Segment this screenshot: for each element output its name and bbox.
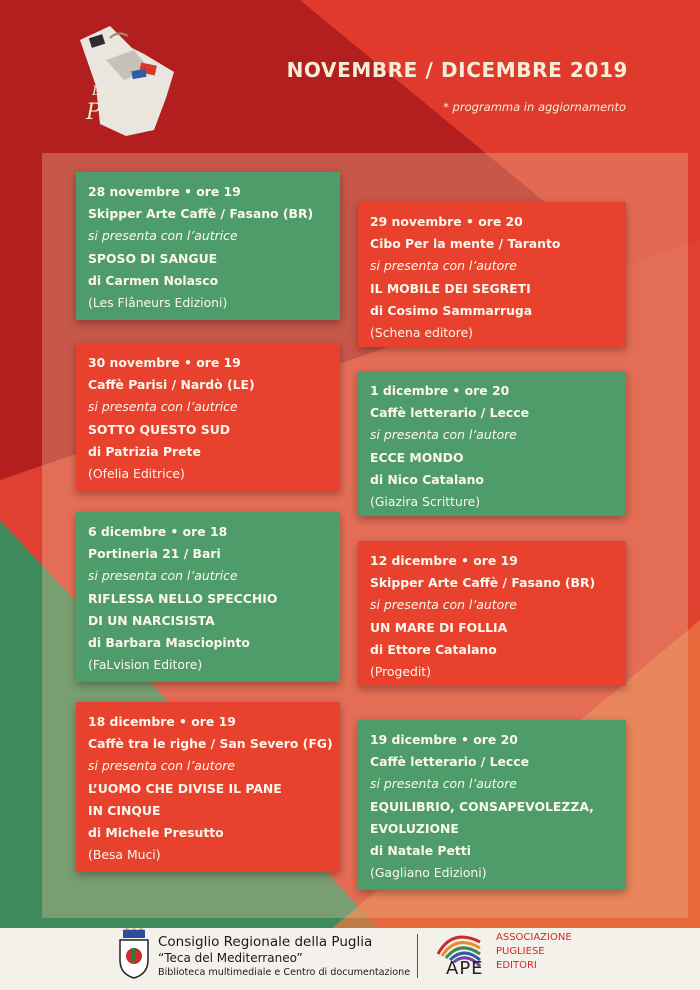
book-title: ECCE MONDO (370, 449, 464, 465)
event-author: di Nico Catalano (370, 471, 484, 487)
event-venue: Caffè letterario / Lecce (370, 754, 529, 770)
book-title: SPOSO DI SANGUE (88, 250, 218, 266)
book-title: UN MARE DI FOLLIA (370, 619, 508, 635)
event-author: di Carmen Nolasco (88, 272, 219, 288)
logo-text-libri: Libri di (92, 84, 141, 99)
event-date: 1 dicembre • ore 20 (370, 383, 510, 398)
event-date: 28 novembre • ore 19 (88, 184, 241, 199)
page-title: NOVEMBRE / DICEMBRE 2019 (286, 58, 628, 82)
event-role: si presenta con l’autore (370, 776, 517, 792)
book-title: DI UN NARCISISTA (88, 612, 215, 628)
event-author: di Michele Presutto (88, 825, 224, 841)
event-publisher: (Les Flâneurs Edizioni) (88, 295, 228, 311)
ape-name-line2: PUGLIESE (496, 946, 545, 957)
org-name: Consiglio Regionale della Puglia (158, 934, 373, 950)
event-author: di Ettore Catalano (370, 641, 497, 657)
event-role: si presenta con l’autrice (88, 228, 238, 244)
logo-text-puglia: Puglia (86, 100, 157, 125)
event-card (76, 172, 340, 320)
page-subtitle: * programma in aggiornamento (443, 100, 626, 114)
book-title: IN CINQUE (88, 802, 161, 818)
event-role: si presenta con l’autore (370, 427, 517, 443)
footer-divider (417, 934, 418, 978)
event-date: 19 dicembre • ore 20 (370, 732, 518, 747)
event-publisher: (Progedit) (370, 664, 431, 680)
event-card (358, 720, 626, 890)
event-date: 12 dicembre • ore 19 (370, 553, 518, 568)
event-role: si presenta con l’autore (370, 597, 517, 613)
ape-abbreviation: APE (446, 958, 484, 979)
event-publisher: (Ofelia Editrice) (88, 466, 185, 482)
event-author: di Cosimo Sammarruga (370, 302, 533, 318)
event-publisher: (Besa Muci) (88, 847, 161, 863)
event-role: si presenta con l’autore (88, 758, 235, 774)
event-publisher: (FaLvision Editore) (88, 657, 203, 673)
event-card (358, 202, 626, 347)
event-date: 6 dicembre • ore 18 (88, 524, 228, 539)
ape-name-line3: EDITORI (496, 960, 537, 971)
event-date: 30 novembre • ore 19 (88, 355, 241, 370)
event-publisher: (Gagliano Edizioni) (370, 865, 487, 881)
event-venue: Portineria 21 / Bari (88, 546, 221, 562)
event-publisher: (Schena editore) (370, 325, 474, 341)
event-role: si presenta con l’autrice (88, 568, 238, 584)
event-card (76, 512, 340, 682)
event-venue: Caffè letterario / Lecce (370, 405, 529, 421)
event-role: si presenta con l’autore (370, 258, 517, 274)
org-description: Biblioteca multimediale e Centro di documentazione (158, 967, 411, 978)
event-publisher: (Giazira Scritture) (370, 494, 481, 510)
regional-crest-icon (117, 928, 151, 980)
event-card (358, 541, 626, 686)
event-role: si presenta con l’autrice (88, 399, 238, 415)
book-title: L’UOMO CHE DIVISE IL PANE (88, 780, 282, 796)
book-title: EQUILIBRIO, CONSAPEVOLEZZA, (370, 798, 594, 814)
event-venue: Skipper Arte Caffè / Fasano (BR) (88, 206, 314, 222)
event-venue: Caffè Parisi / Nardò (LE) (88, 377, 255, 393)
event-date: 18 dicembre • ore 19 (88, 714, 236, 729)
event-venue: Cibo Per la mente / Taranto (370, 236, 561, 252)
book-title: IL MOBILE DEI SEGRETI (370, 280, 531, 296)
book-title: SOTTO QUESTO SUD (88, 421, 231, 437)
event-card (76, 343, 340, 491)
book-title: RIFLESSA NELLO SPECCHIO (88, 590, 278, 606)
event-author: di Patrizia Prete (88, 443, 201, 459)
event-card (358, 371, 626, 516)
event-author: di Barbara Masciopinto (88, 635, 250, 651)
event-venue: Caffè tra le righe / San Severo (FG) (88, 736, 333, 752)
event-card (76, 702, 340, 872)
event-author: di Natale Petti (370, 843, 471, 859)
event-date: 29 novembre • ore 20 (370, 214, 523, 229)
event-venue: Skipper Arte Caffè / Fasano (BR) (370, 575, 596, 591)
ape-name-line1: ASSOCIAZIONE (496, 932, 572, 943)
book-title: EVOLUZIONE (370, 820, 459, 836)
org-subtitle: “Teca del Mediterraneo” (158, 951, 303, 965)
